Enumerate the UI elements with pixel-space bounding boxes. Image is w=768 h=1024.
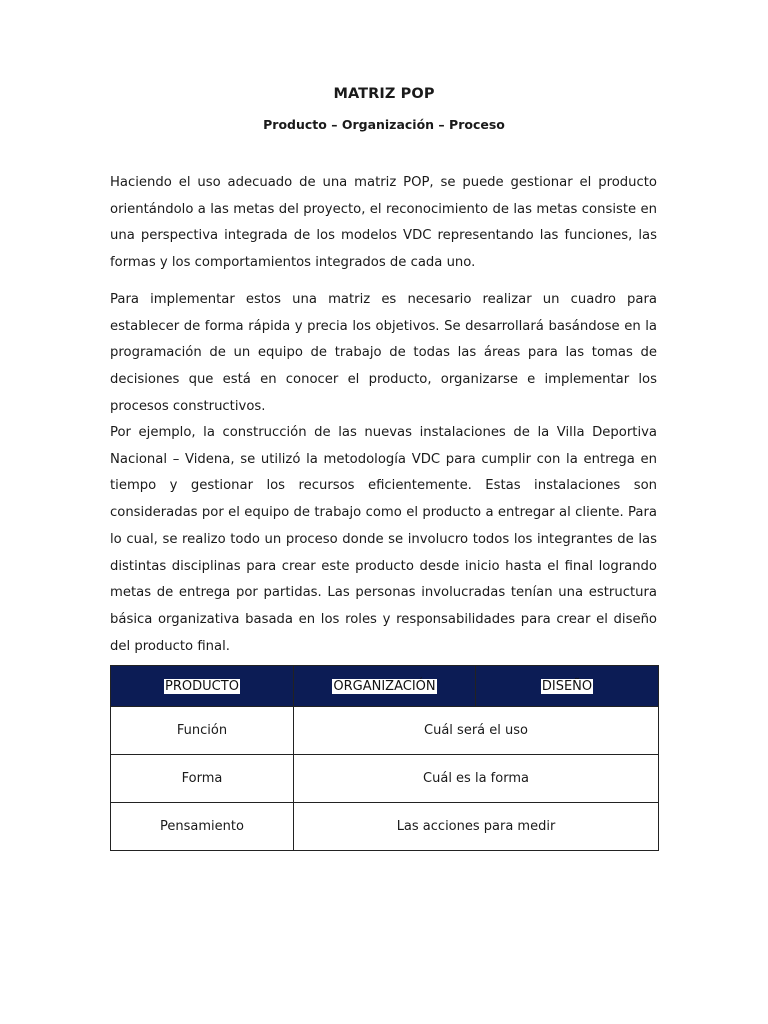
header-cell-producto	[111, 666, 294, 707]
document-title: MATRIZ POP	[333, 86, 435, 102]
table-header-row	[111, 666, 659, 707]
row-value: Cuál será el uso	[294, 707, 659, 755]
document-subtitle: Producto – Organización – Proceso	[263, 117, 505, 132]
table-row	[111, 755, 659, 803]
row-value: Las acciones para medir	[294, 803, 659, 851]
row-label: Función	[111, 707, 294, 755]
row-label: Forma	[111, 755, 294, 803]
header-cell-organizacion	[294, 666, 476, 707]
row-label: Pensamiento	[111, 803, 294, 851]
row-value: Cuál es la forma	[294, 755, 659, 803]
pop-matrix-table	[110, 665, 659, 851]
table-row	[111, 803, 659, 851]
paragraph-implementation: Para implementar estos una matriz es necesario realizar un cuadro para establecer de forma rápida y precia los objetivos. Se desarrollará basándose en la programación de un equipo de trabajo de todas las áreas para las tomas de decisiones que está en conocer el producto, organizarse e implementar los procesos constructivos.	[110, 292, 657, 414]
header-label: DISEÑO	[541, 678, 593, 694]
paragraph-intro: Haciendo el uso adecuado de una matriz POP, se puede gestionar el producto orientándolo a las metas del proyecto, el reconocimiento de las metas consiste en una perspectiva integrada de los modelos VDC representando las funciones, las formas y los comportamientos integrados de cada uno.	[110, 175, 657, 271]
header-label: PRODUCTO	[165, 678, 239, 694]
header-cell-diseno	[476, 666, 659, 707]
paragraph-example: Por ejemplo, la construcción de las nuevas instalaciones de la Villa Deportiva Nacional – Videna, se utilizó la metodología VDC para cumplir con la entrega en tiempo y gestionar los recursos eficientemente. Estas instalaciones son consideradas por el equipo de trabajo como el producto a entregar al cliente. Para lo cual, se realizo todo un proceso donde se involucro todos los integrantes de las distintas disciplinas para crear este producto desde inicio hasta el final logrando metas de entrega por partidas. Las personas involucradas tenían una estructura básica organizativa basada en los roles y responsabilidades para crear el diseño del producto final.	[110, 425, 657, 654]
header-label: ORGANIZACIÓN	[333, 678, 436, 694]
table-row	[111, 707, 659, 755]
